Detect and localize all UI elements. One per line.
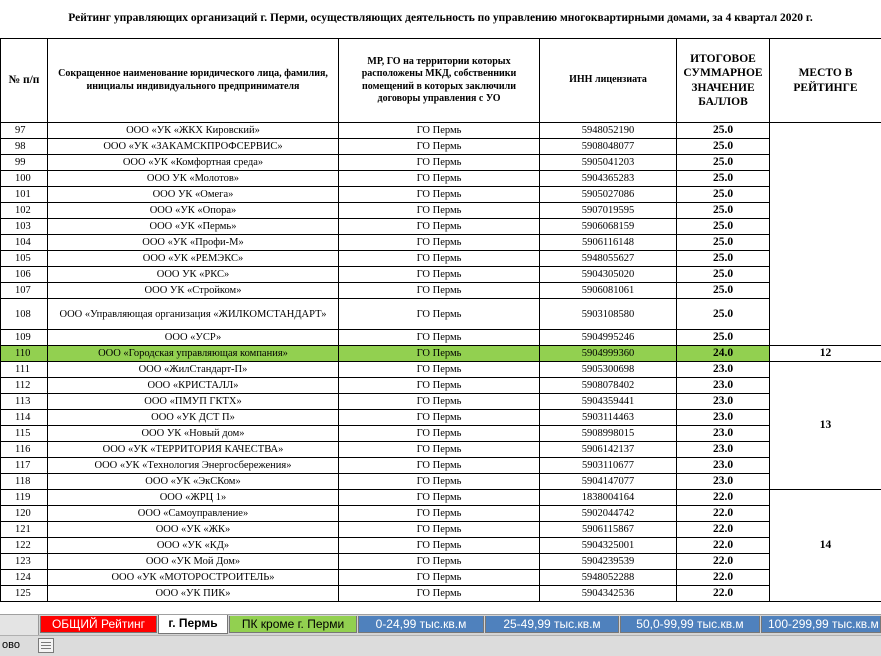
- tab-area-100-299[interactable]: 100-299,99 тыс.кв.м: [761, 616, 881, 633]
- cell-score[interactable]: 25.0: [677, 235, 770, 251]
- table-row: [1, 394, 881, 410]
- table-row-selected: [1, 346, 881, 362]
- rating-table: [0, 38, 881, 602]
- cell-mr[interactable]: ГО Пермь: [339, 522, 540, 538]
- cell-num[interactable]: 98: [1, 139, 48, 155]
- cell-score[interactable]: 25.0: [677, 299, 770, 330]
- cell-inn[interactable]: 5904305020: [540, 267, 677, 283]
- cell-mr[interactable]: ГО Пермь: [339, 139, 540, 155]
- cell-score[interactable]: 25.0: [677, 330, 770, 346]
- cell-mr[interactable]: ГО Пермь: [339, 267, 540, 283]
- cell-name[interactable]: ООО «УК ПИК»: [48, 586, 339, 602]
- cell-name[interactable]: ООО «УСР»: [48, 330, 339, 346]
- cell-inn[interactable]: 5905300698: [540, 362, 677, 378]
- cell-name[interactable]: ООО УК «Новый дом»: [48, 426, 339, 442]
- table-row: [1, 187, 881, 203]
- cell-name[interactable]: ООО «УК «Технология Энергосбережения»: [48, 458, 339, 474]
- cell-num[interactable]: 100: [1, 171, 48, 187]
- cell-mr[interactable]: ГО Пермь: [339, 155, 540, 171]
- cell-name[interactable]: ООО «УК «Опора»: [48, 203, 339, 219]
- cell-name[interactable]: ООО «УК «Профи-М»: [48, 235, 339, 251]
- table-row: [1, 171, 881, 187]
- cell-rank[interactable]: 14: [770, 490, 881, 602]
- header-name[interactable]: Сокращенное наименование юридического лица, фамилия, инициалы индивидуального предпринимателя: [48, 39, 339, 123]
- cell-mr[interactable]: ГО Пермь: [339, 474, 540, 490]
- cell-score[interactable]: 25.0: [677, 139, 770, 155]
- cell-score[interactable]: 23.0: [677, 474, 770, 490]
- cell-mr[interactable]: ГО Пермь: [339, 235, 540, 251]
- cell-mr[interactable]: ГО Пермь: [339, 299, 540, 330]
- report-title: Рейтинг управляющих организаций г. Перми, осуществляющих деятельность по управлению многоквартирными домами, за 4 квартал 2020 г.: [0, 0, 881, 36]
- cell-inn[interactable]: 5903114463: [540, 410, 677, 426]
- cell-score[interactable]: 22.0: [677, 506, 770, 522]
- cell-inn[interactable]: 5906068159: [540, 219, 677, 235]
- cell-name[interactable]: ООО «ПМУП ГКТХ»: [48, 394, 339, 410]
- cell-name[interactable]: ООО «Городская управляющая компания»: [48, 346, 339, 362]
- cell-inn[interactable]: 5948052288: [540, 570, 677, 586]
- cell-num[interactable]: 108: [1, 299, 48, 330]
- cell-inn[interactable]: 5904359441: [540, 394, 677, 410]
- tab-region-except-perm[interactable]: ПК кроме г. Перми: [229, 616, 357, 633]
- cell-num[interactable]: 103: [1, 219, 48, 235]
- cell-mr[interactable]: ГО Пермь: [339, 203, 540, 219]
- cell-mr[interactable]: ГО Пермь: [339, 219, 540, 235]
- table-row: [1, 219, 881, 235]
- cell-mr[interactable]: ГО Пермь: [339, 458, 540, 474]
- cell-score[interactable]: 23.0: [677, 362, 770, 378]
- cell-num[interactable]: 101: [1, 187, 48, 203]
- cell-name[interactable]: ООО УК «Омега»: [48, 187, 339, 203]
- cell-mr[interactable]: ГО Пермь: [339, 330, 540, 346]
- table-row: [1, 458, 881, 474]
- cell-inn[interactable]: 5904999360: [540, 346, 677, 362]
- cell-inn[interactable]: 5948055627: [540, 251, 677, 267]
- cell-num[interactable]: 106: [1, 267, 48, 283]
- cell-mr[interactable]: ГО Пермь: [339, 171, 540, 187]
- cell-mr[interactable]: ГО Пермь: [339, 554, 540, 570]
- table-row: [1, 474, 881, 490]
- cell-score[interactable]: 23.0: [677, 394, 770, 410]
- cell-inn[interactable]: 5906142137: [540, 442, 677, 458]
- cell-mr[interactable]: ГО Пермь: [339, 378, 540, 394]
- cell-num[interactable]: 123: [1, 554, 48, 570]
- tab-area-50-99[interactable]: 50,0-99,99 тыс.кв.м: [620, 616, 760, 633]
- cell-name[interactable]: ООО «УК «ЖК»: [48, 522, 339, 538]
- tab-perm[interactable]: г. Пермь: [158, 615, 228, 634]
- cell-mr[interactable]: ГО Пермь: [339, 442, 540, 458]
- table-row: [1, 139, 881, 155]
- header-score[interactable]: ИТОГОВОЕ СУММАРНОЕ ЗНАЧЕНИЕ БАЛЛОВ: [677, 39, 770, 123]
- tab-general-rating[interactable]: ОБЩИЙ Рейтинг: [40, 616, 157, 633]
- cell-num[interactable]: 125: [1, 586, 48, 602]
- cell-inn[interactable]: 5908078402: [540, 378, 677, 394]
- cell-mr[interactable]: ГО Пермь: [339, 394, 540, 410]
- cell-name[interactable]: ООО «УК ДСТ П»: [48, 410, 339, 426]
- cell-num[interactable]: 114: [1, 410, 48, 426]
- cell-score[interactable]: 22.0: [677, 538, 770, 554]
- cell-num[interactable]: 102: [1, 203, 48, 219]
- cell-name[interactable]: ООО «КРИСТАЛЛ»: [48, 378, 339, 394]
- cell-name[interactable]: ООО «Самоуправление»: [48, 506, 339, 522]
- cell-name[interactable]: ООО «УК «РЕМЭКС»: [48, 251, 339, 267]
- cell-num[interactable]: 115: [1, 426, 48, 442]
- cell-inn[interactable]: 5905027086: [540, 187, 677, 203]
- cell-inn[interactable]: 5904342536: [540, 586, 677, 602]
- cell-num[interactable]: 105: [1, 251, 48, 267]
- cell-inn[interactable]: 5907019595: [540, 203, 677, 219]
- cell-score[interactable]: 24.0: [677, 346, 770, 362]
- cell-inn[interactable]: 5902044742: [540, 506, 677, 522]
- cell-inn[interactable]: 5903108580: [540, 299, 677, 330]
- cell-score[interactable]: 23.0: [677, 410, 770, 426]
- tab-area-25-49[interactable]: 25-49,99 тыс.кв.м: [485, 616, 619, 633]
- table-row: [1, 378, 881, 394]
- cell-mr[interactable]: ГО Пермь: [339, 490, 540, 506]
- cell-score[interactable]: 22.0: [677, 490, 770, 506]
- header-num[interactable]: № п/п: [1, 39, 48, 123]
- cell-mr[interactable]: ГО Пермь: [339, 410, 540, 426]
- cell-inn[interactable]: 5904147077: [540, 474, 677, 490]
- cell-name[interactable]: ООО «УК Мой Дом»: [48, 554, 339, 570]
- cell-mr[interactable]: ГО Пермь: [339, 586, 540, 602]
- cell-score[interactable]: 22.0: [677, 586, 770, 602]
- cell-mr[interactable]: ГО Пермь: [339, 506, 540, 522]
- cell-mr[interactable]: ГО Пермь: [339, 426, 540, 442]
- cell-score[interactable]: 23.0: [677, 442, 770, 458]
- table-row: [1, 123, 881, 139]
- cell-score[interactable]: 22.0: [677, 554, 770, 570]
- cell-inn[interactable]: 5948052190: [540, 123, 677, 139]
- cell-num[interactable]: 107: [1, 283, 48, 299]
- cell-name[interactable]: ООО УК «Стройком»: [48, 283, 339, 299]
- cell-inn[interactable]: 5908048077: [540, 139, 677, 155]
- table-row: [1, 554, 881, 570]
- cell-inn[interactable]: 5905041203: [540, 155, 677, 171]
- cell-num[interactable]: 119: [1, 490, 48, 506]
- cell-mr[interactable]: ГО Пермь: [339, 283, 540, 299]
- cell-num[interactable]: 120: [1, 506, 48, 522]
- cell-name[interactable]: ООО «УК «ТЕРРИТОРИЯ КАЧЕСТВА»: [48, 442, 339, 458]
- cell-rank[interactable]: [770, 123, 881, 346]
- cell-score[interactable]: 25.0: [677, 171, 770, 187]
- cell-num[interactable]: 109: [1, 330, 48, 346]
- cell-score[interactable]: 25.0: [677, 283, 770, 299]
- cell-score[interactable]: 25.0: [677, 155, 770, 171]
- cell-num[interactable]: 124: [1, 570, 48, 586]
- table-row: [1, 330, 881, 346]
- cell-inn[interactable]: 5906115867: [540, 522, 677, 538]
- tab-scroll-buttons[interactable]: [0, 615, 39, 635]
- cell-name[interactable]: ООО «УК «Пермь»: [48, 219, 339, 235]
- cell-name[interactable]: ООО УК «РКС»: [48, 267, 339, 283]
- cell-num[interactable]: 121: [1, 522, 48, 538]
- cell-num[interactable]: 99: [1, 155, 48, 171]
- cell-num[interactable]: 122: [1, 538, 48, 554]
- cell-num[interactable]: 111: [1, 362, 48, 378]
- cell-inn[interactable]: 5908998015: [540, 426, 677, 442]
- cell-score[interactable]: 25.0: [677, 123, 770, 139]
- cell-score[interactable]: 25.0: [677, 187, 770, 203]
- cell-mr[interactable]: ГО Пермь: [339, 362, 540, 378]
- cell-mr[interactable]: ГО Пермь: [339, 570, 540, 586]
- cell-mr[interactable]: ГО Пермь: [339, 346, 540, 362]
- table-row: [1, 442, 881, 458]
- cell-inn[interactable]: 5906081061: [540, 283, 677, 299]
- status-bar: [0, 635, 881, 656]
- cell-mr[interactable]: ГО Пермь: [339, 187, 540, 203]
- cell-inn[interactable]: 5904995246: [540, 330, 677, 346]
- cell-mr[interactable]: ГО Пермь: [339, 251, 540, 267]
- cell-rank[interactable]: 12: [770, 346, 881, 362]
- table-row: [1, 490, 881, 506]
- status-mode: ово: [2, 639, 20, 651]
- cell-num[interactable]: 110: [1, 346, 48, 362]
- cell-score[interactable]: 22.0: [677, 570, 770, 586]
- cell-score[interactable]: 23.0: [677, 378, 770, 394]
- table-row: [1, 299, 881, 330]
- header-inn[interactable]: ИНН лицензиата: [540, 39, 677, 123]
- table-row: [1, 251, 881, 267]
- table-row: [1, 267, 881, 283]
- cell-rank[interactable]: 13: [770, 362, 881, 490]
- cell-mr[interactable]: ГО Пермь: [339, 538, 540, 554]
- table-row: [1, 155, 881, 171]
- cell-num[interactable]: 112: [1, 378, 48, 394]
- table-row: [1, 426, 881, 442]
- table-row: [1, 586, 881, 602]
- cell-num[interactable]: 104: [1, 235, 48, 251]
- table-row: [1, 283, 881, 299]
- cell-name[interactable]: ООО «УК «ЗАКАМСКПРОФСЕРВИС»: [48, 139, 339, 155]
- cell-num[interactable]: 117: [1, 458, 48, 474]
- cell-inn[interactable]: 5904365283: [540, 171, 677, 187]
- cell-num[interactable]: 97: [1, 123, 48, 139]
- table-row: [1, 522, 881, 538]
- cell-inn[interactable]: 1838004164: [540, 490, 677, 506]
- cell-name[interactable]: ООО «ЖилСтандарт-П»: [48, 362, 339, 378]
- cell-name[interactable]: ООО «УК «ЭкСКом»: [48, 474, 339, 490]
- header-rank[interactable]: МЕСТО В РЕЙТИНГЕ: [770, 39, 881, 123]
- cell-name[interactable]: ООО «Управляющая организация «ЖИЛКОМСТАНДАРТ»: [48, 299, 339, 330]
- cell-inn[interactable]: 5904239539: [540, 554, 677, 570]
- cell-score[interactable]: 25.0: [677, 219, 770, 235]
- cell-name[interactable]: ООО «ЖРЦ 1»: [48, 490, 339, 506]
- cell-num[interactable]: 113: [1, 394, 48, 410]
- cell-num[interactable]: 118: [1, 474, 48, 490]
- cell-mr[interactable]: ГО Пермь: [339, 123, 540, 139]
- cell-score[interactable]: 23.0: [677, 458, 770, 474]
- cell-name[interactable]: ООО «УК «Комфортная среда»: [48, 155, 339, 171]
- tab-area-0-24[interactable]: 0-24,99 тыс.кв.м: [358, 616, 484, 633]
- table-row: [1, 410, 881, 426]
- cell-inn[interactable]: 5904325001: [540, 538, 677, 554]
- sheet-tab-bar: [0, 614, 881, 635]
- table-row: [1, 538, 881, 554]
- header-row: [1, 39, 881, 123]
- cell-score[interactable]: 25.0: [677, 267, 770, 283]
- cell-name[interactable]: ООО «УК «ЖКХ Кировский»: [48, 123, 339, 139]
- cell-score[interactable]: 25.0: [677, 251, 770, 267]
- table-row: [1, 203, 881, 219]
- page-layout-icon[interactable]: [38, 638, 54, 653]
- cell-inn[interactable]: 5903110677: [540, 458, 677, 474]
- cell-name[interactable]: ООО «УК «МОТОРОСТРОИТЕЛЬ»: [48, 570, 339, 586]
- table-row: [1, 570, 881, 586]
- cell-score[interactable]: 23.0: [677, 426, 770, 442]
- table-row: [1, 506, 881, 522]
- cell-score[interactable]: 22.0: [677, 522, 770, 538]
- spreadsheet-grid[interactable]: [0, 38, 881, 614]
- table-row: [1, 362, 881, 378]
- cell-name[interactable]: ООО УК «Молотов»: [48, 171, 339, 187]
- cell-inn[interactable]: 5906116148: [540, 235, 677, 251]
- cell-name[interactable]: ООО «УК «КД»: [48, 538, 339, 554]
- cell-num[interactable]: 116: [1, 442, 48, 458]
- header-mr[interactable]: МР, ГО на территории которых расположены МКД, собственники помещений в которых заключили договоры управления с УО: [339, 39, 540, 123]
- table-row: [1, 235, 881, 251]
- cell-score[interactable]: 25.0: [677, 203, 770, 219]
